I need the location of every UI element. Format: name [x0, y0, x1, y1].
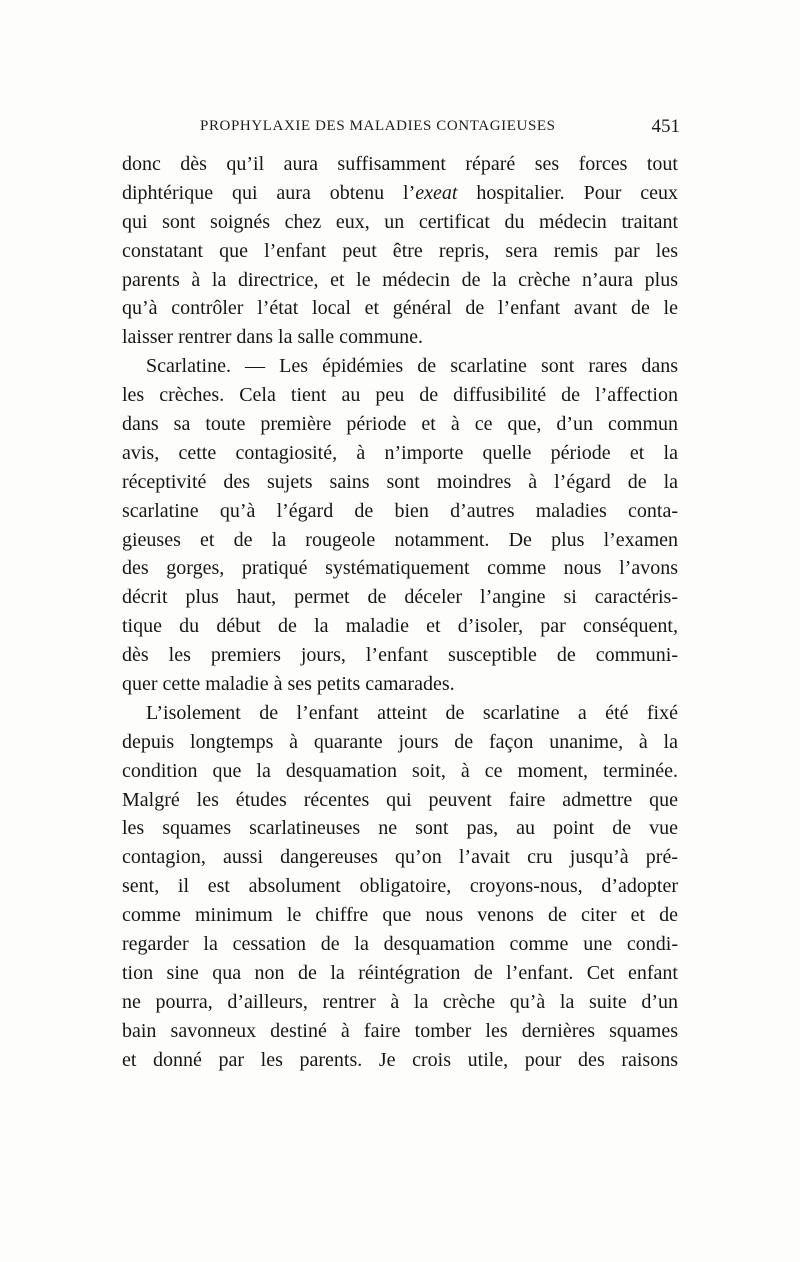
text-line: tion sine qua non de la réintégration de l’enfant. Cet enfant [122, 961, 678, 984]
text-line: donc dès qu’il aura suffisamment réparé ses forces tout [122, 153, 678, 175]
text-line: les squames scarlatineuses ne sont pas, au point de vue [122, 817, 678, 840]
text-line: qui sont soignés chez eux, un certificat du médecin traitant [122, 210, 678, 233]
text-line: comme minimum le chiffre que nous venons de citer et de [122, 904, 678, 927]
body-text [122, 150, 678, 1075]
text-line: dans sa toute première période et à ce que, d’un commun [122, 413, 678, 436]
text-line: avis, cette contagiosité, à n’importe quelle période et la [122, 441, 678, 464]
text-line: des gorges, pratiqué systématiquement comme nous l’avons [122, 557, 678, 580]
text-line: diphtérique qui aura obtenu l’exeat hospitalier. Pour ceux [122, 181, 678, 204]
text-line: constatant que l’enfant peut être repris, sera remis par les [122, 239, 678, 262]
text-line: parents à la directrice, et le médecin de la crèche n’aura plus [122, 268, 678, 291]
text-line: dès les premiers jours, l’enfant susceptible de communi- [122, 644, 678, 667]
text-line: réceptivité des sujets sains sont moindres à l’égard de la [122, 470, 678, 493]
page-number: 451 [651, 116, 680, 137]
running-head: PROPHYLAXIE DES MALADIES CONTAGIEUSES [200, 118, 556, 134]
text-line: qu’à contrôler l’état local et général de l’enfant avant de le [122, 297, 678, 320]
text-line: tique du début de la maladie et d’isoler, par conséquent, [122, 615, 678, 638]
text-line: contagion, aussi dangereuses qu’on l’avait cru jusqu’à pré- [122, 846, 678, 869]
text-line: bain savonneux destiné à faire tomber les dernières squames [122, 1019, 678, 1042]
section-heading-line: Scarlatine. — Les épidémies de scarlatine sont rares dans [146, 355, 678, 378]
text-line: regarder la cessation de la desquamation comme une condi- [122, 933, 678, 956]
text-line: ne pourra, d’ailleurs, rentrer à la crèche qu’à la suite d’un [122, 990, 678, 1013]
text-line: depuis longtemps à quarante jours de façon unanime, à la [122, 730, 678, 753]
text-line: laisser rentrer dans la salle commune. [122, 326, 423, 349]
text-line: sent, il est absolument obligatoire, croyons-nous, d’adopter [122, 875, 678, 898]
page-header [120, 118, 680, 142]
text-line: condition que la desquamation soit, à ce moment, terminée. [122, 759, 678, 782]
text-line: scarlatine qu’à l’égard de bien d’autres maladies conta- [122, 499, 678, 522]
text-line: Malgré les études récentes qui peuvent faire admettre que [122, 788, 678, 811]
text-line: les crèches. Cela tient au peu de diffusibilité de l’affection [122, 384, 678, 407]
text-line: gieuses et de la rougeole notamment. De plus l’examen [122, 528, 678, 551]
italic-term: exeat [415, 181, 458, 204]
text-line: quer cette maladie à ses petits camarades. [122, 673, 455, 696]
text-line: L’isolement de l’enfant atteint de scarlatine a été fixé [146, 701, 678, 724]
text-line: et donné par les parents. Je crois utile, pour des raisons [122, 1048, 678, 1071]
text-line: décrit plus haut, permet de déceler l’angine si caractéris- [122, 586, 678, 609]
